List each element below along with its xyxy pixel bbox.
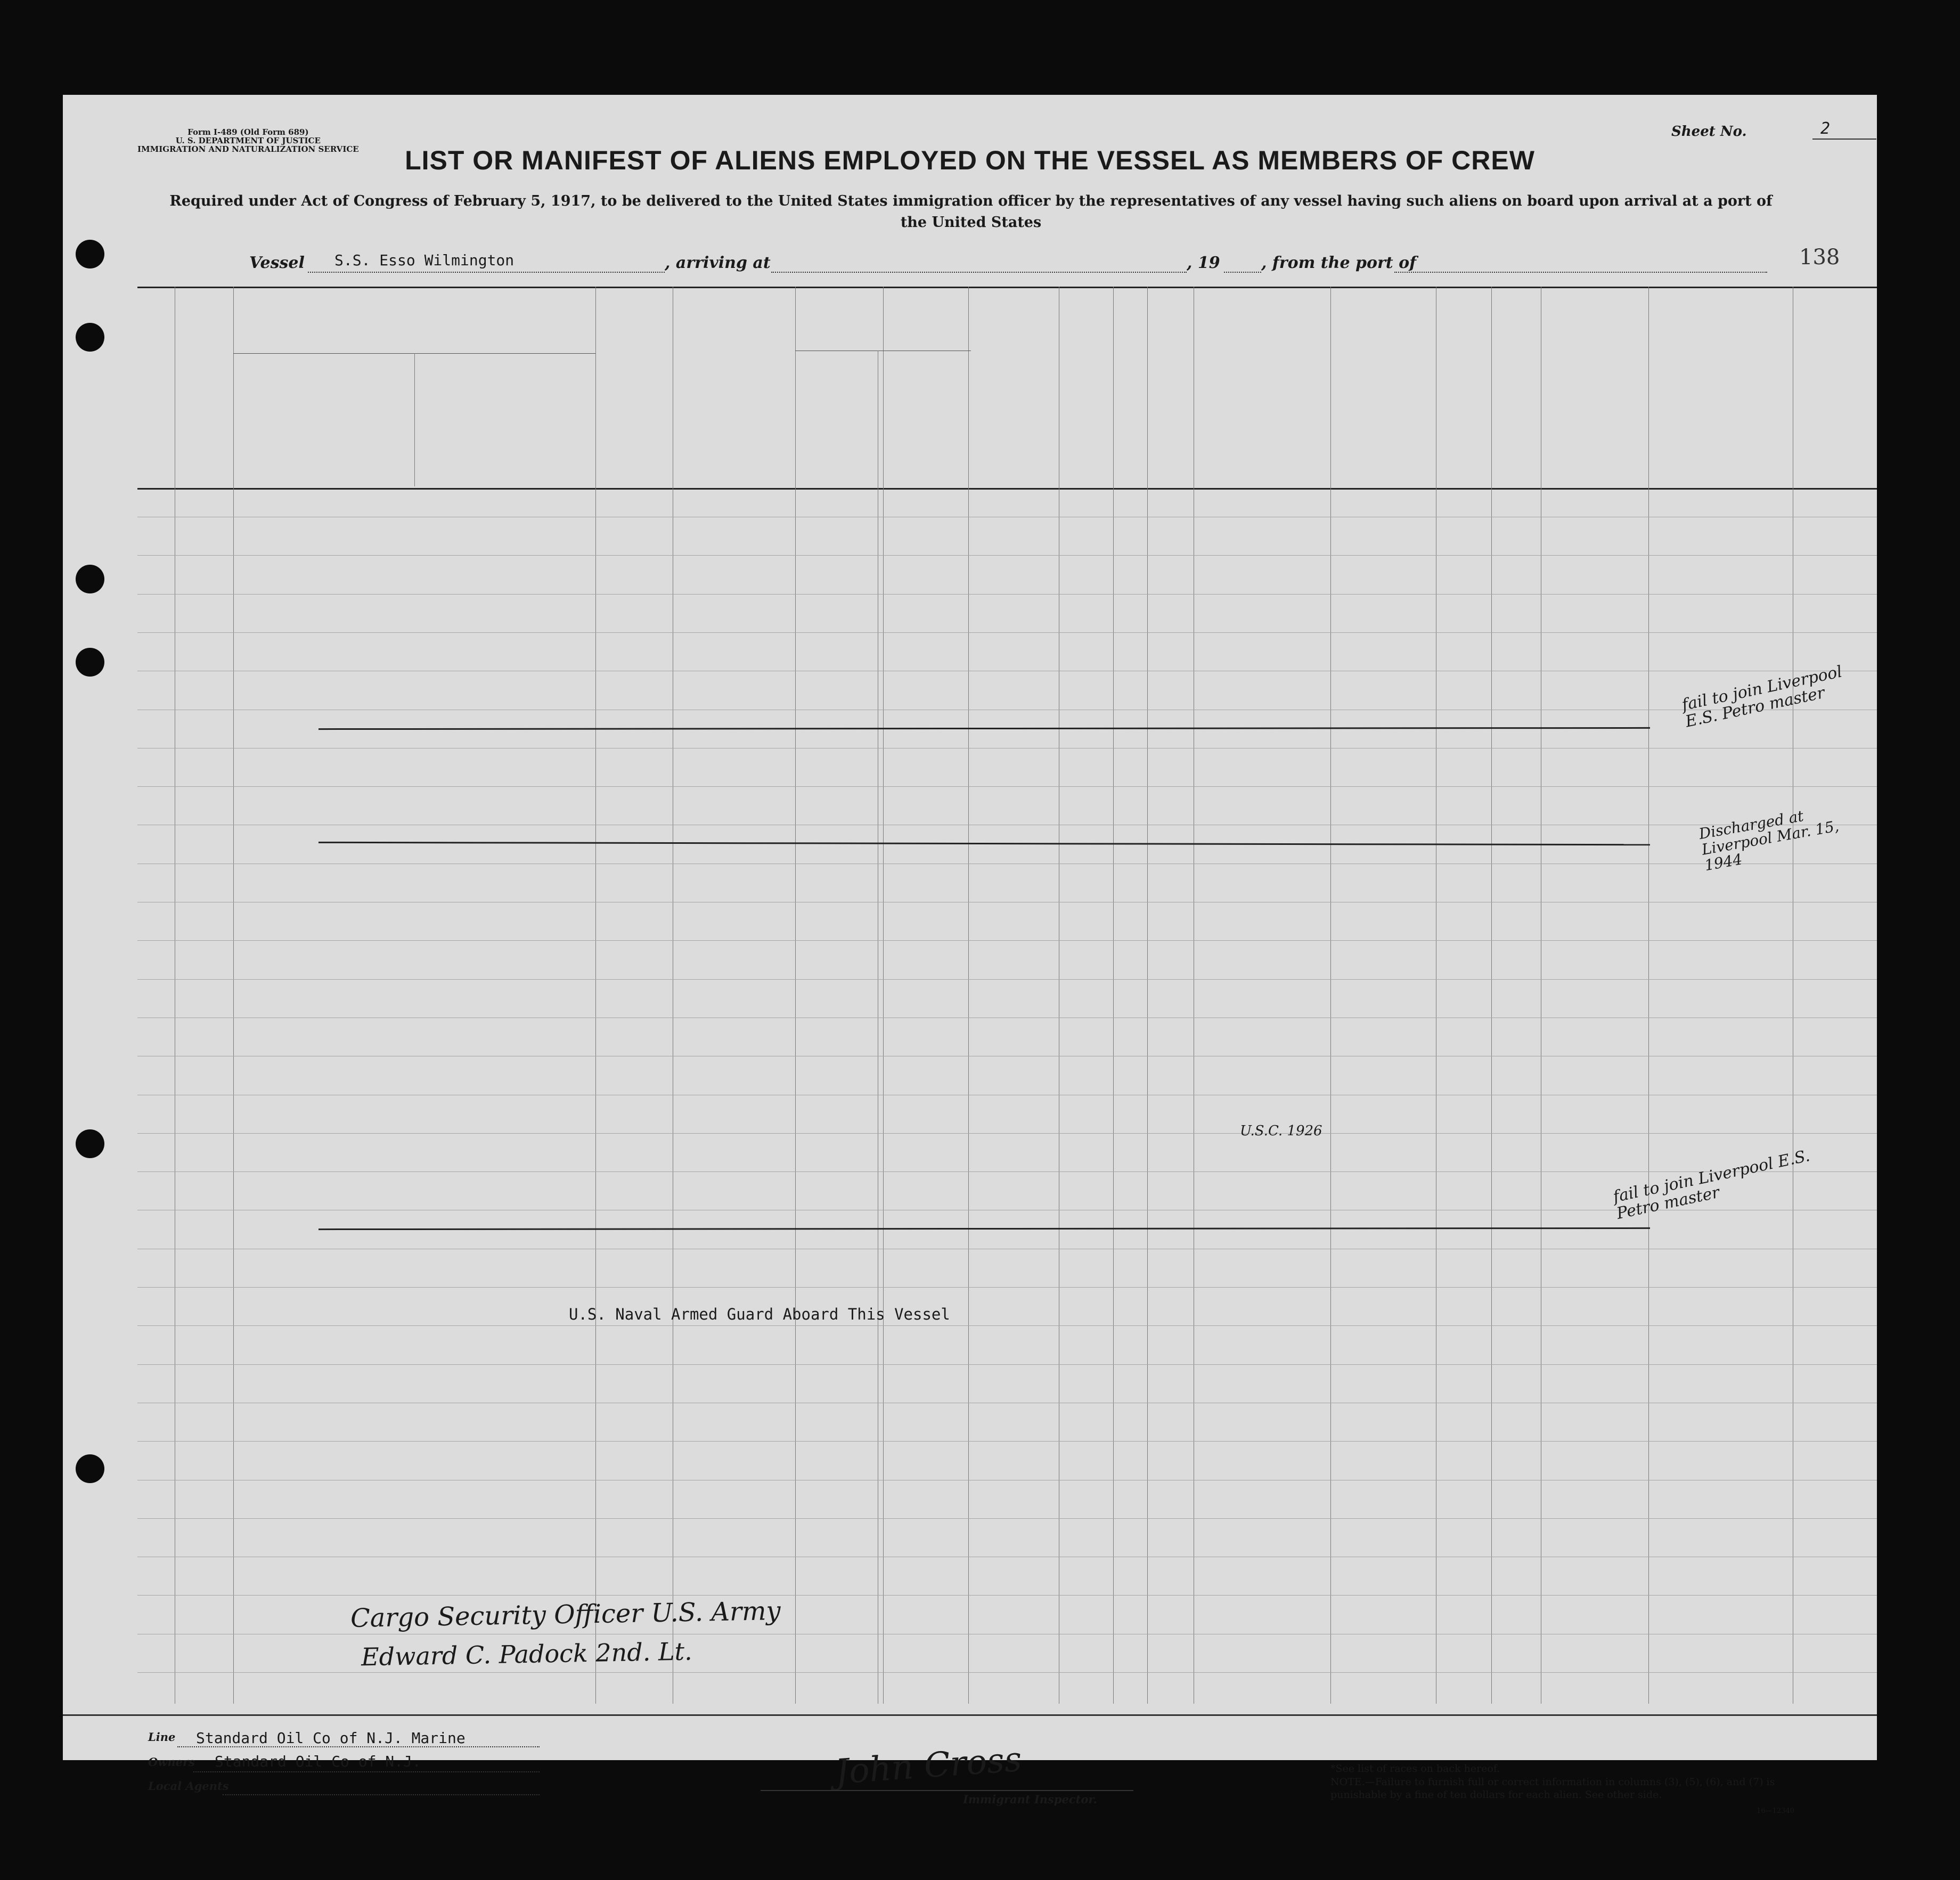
agents-underline xyxy=(223,1794,540,1795)
binder-hole xyxy=(76,1454,104,1483)
print-code: 16—12340 xyxy=(1757,1807,1794,1815)
line-label: Line xyxy=(148,1730,176,1744)
binder-hole xyxy=(76,1129,104,1158)
page-subtitle: Required under Act of Congress of February 5, 1917, to be delivered to the United States immigration officer by the representatives of any vessel having such aliens on board upon arrival at a port of the United States xyxy=(169,193,1773,231)
vessel-label: Vessel xyxy=(249,254,305,272)
column-header-box xyxy=(137,287,1877,490)
column-divider xyxy=(1330,287,1331,1704)
row-divider xyxy=(137,632,1877,633)
footer-divider xyxy=(63,1714,1877,1716)
row-divider xyxy=(137,1287,1877,1288)
row-divider xyxy=(137,1133,1877,1134)
inspector-signature: John Cross xyxy=(834,1739,1023,1793)
owners-value: Standard Oil Co of N.J. xyxy=(215,1753,421,1770)
column-divider xyxy=(1491,287,1492,1704)
binder-hole xyxy=(76,240,104,268)
from-port-line xyxy=(1394,272,1767,273)
column-divider xyxy=(1147,287,1148,1704)
penalty-note: NOTE.—Failure to furnish full or correct information in columns (3), (5), (6), and (7) is punishable by a fine of ten dollars for each alien. See other side. xyxy=(1330,1776,1775,1801)
column-divider xyxy=(1648,287,1649,1704)
row-divider xyxy=(137,1325,1877,1326)
handwritten-note-row6: fail to join Liverpool E.S. Petro master xyxy=(1680,662,1844,731)
signature-line xyxy=(761,1790,1133,1791)
cargo-officer-title: Cargo Security Officer U.S. Army xyxy=(350,1596,781,1634)
year-line xyxy=(1224,272,1261,273)
binder-hole xyxy=(76,323,104,352)
arriving-label: , arriving at xyxy=(665,254,771,272)
vessel-value: S.S. Esso Wilmington xyxy=(334,251,514,269)
handwritten-note-row9: Discharged at Liverpool Mar. 15, 1944 xyxy=(1697,807,1841,875)
form-service: IMMIGRATION AND NATURALIZATION SERVICE xyxy=(137,144,359,154)
manifest-sheet xyxy=(63,95,1877,1815)
sheet-label: Sheet No. xyxy=(1671,124,1747,140)
page-title: LIST OR MANIFEST OF ALIENS EMPLOYED ON THE VESSEL AS MEMBERS OF CREW xyxy=(405,145,1535,175)
naval-guard-title: U.S. Naval Armed Guard Aboard This Vessel xyxy=(569,1305,950,1323)
strike-through-line xyxy=(318,842,1650,845)
owners-underline xyxy=(193,1771,540,1772)
row-divider xyxy=(137,786,1877,787)
row-divider xyxy=(137,979,1877,980)
strike-through-line xyxy=(318,1227,1650,1230)
line-value: Standard Oil Co of N.J. Marine xyxy=(196,1729,466,1747)
row-divider xyxy=(137,594,1877,595)
column-divider xyxy=(968,287,969,1704)
races-note: *See list of races on back hereof. xyxy=(1330,1763,1500,1775)
from-port-label: , from the port of xyxy=(1261,254,1417,272)
strike-through-line xyxy=(318,727,1650,729)
column-divider xyxy=(795,287,796,1704)
sheet-underline xyxy=(1812,139,1876,140)
handwritten-note-row17: U.S.C. 1926 xyxy=(1240,1123,1322,1139)
binder-hole xyxy=(76,648,104,677)
cargo-officer-name: Edward C. Padock 2nd. Lt. xyxy=(361,1637,693,1672)
row-divider xyxy=(137,555,1877,556)
row-divider xyxy=(137,1672,1877,1673)
sheet-number: 2 xyxy=(1820,119,1831,138)
agents-label: Local Agents xyxy=(148,1779,229,1793)
column-divider xyxy=(1113,287,1114,1704)
arriving-line xyxy=(771,272,1187,273)
form-department: U. S. DEPARTMENT OF JUSTICE xyxy=(175,136,321,145)
column-divider xyxy=(883,287,884,1704)
row-divider xyxy=(137,940,1877,941)
row-divider xyxy=(137,1595,1877,1596)
stamp-number: 138 xyxy=(1799,245,1840,270)
column-divider xyxy=(595,287,596,1704)
form-id: Form I-489 (Old Form 689) xyxy=(187,127,309,137)
column-divider xyxy=(233,287,234,1704)
row-divider xyxy=(137,1441,1877,1442)
vessel-line xyxy=(308,272,665,273)
row-divider xyxy=(137,1518,1877,1519)
owners-label: Owners xyxy=(148,1755,195,1769)
binder-hole xyxy=(76,565,104,593)
row-divider xyxy=(137,1171,1877,1172)
inspector-label: Immigrant Inspector. xyxy=(963,1793,1097,1806)
handwritten-note-row19: fail to join Liverpool E.S. Petro master xyxy=(1611,1146,1812,1223)
row-divider xyxy=(137,1364,1877,1365)
year-label: , 19 xyxy=(1187,254,1220,272)
family-given-divider xyxy=(414,353,415,486)
